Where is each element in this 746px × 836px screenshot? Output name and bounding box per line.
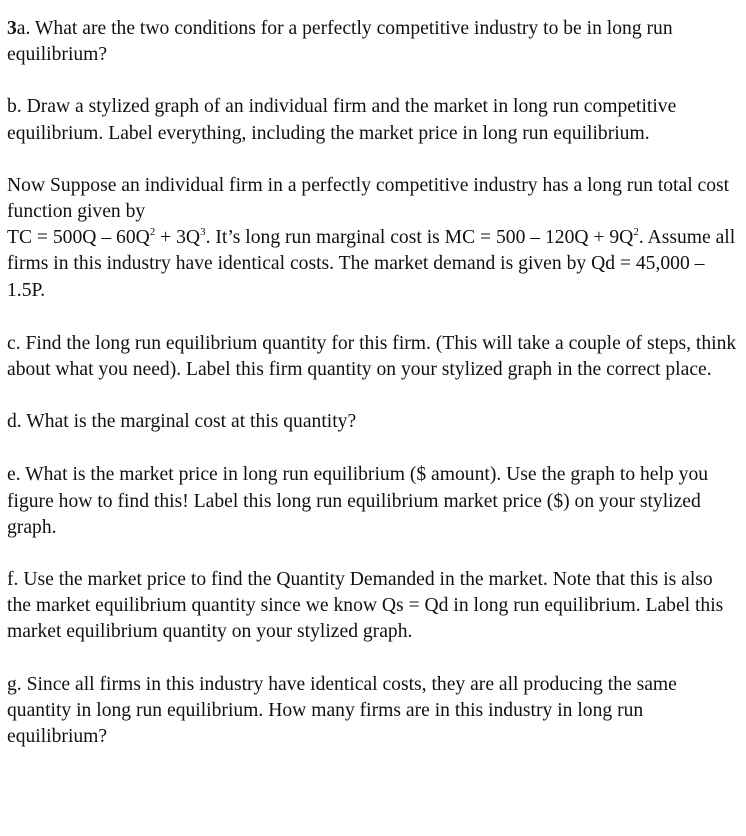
tc-part-d: . Assume all firms in this industry have identical costs. The market demand is given by Qd = 45,000 – 1.5P.: [7, 227, 736, 301]
spacer: [7, 383, 738, 409]
question-3d: d. What is the marginal cost at this quantity?: [7, 411, 357, 433]
spacer: [7, 304, 738, 331]
spacer: [7, 147, 738, 173]
tc-part-c: . It’s long run marginal cost is MC = 500 – 120Q + 9Q: [205, 227, 634, 249]
question-3a-text: a. What are the two conditions for a perfectly competitive industry to be in long run equilibrium?: [7, 18, 673, 66]
spacer: [7, 646, 738, 672]
exponent: 2: [149, 225, 156, 238]
exponent: 2: [633, 225, 639, 238]
problem-setup: [7, 173, 738, 304]
spacer: [7, 435, 738, 462]
setup-intro: Now Suppose an individual firm in a perfectly competitive industry has a long run total cost function given by: [7, 174, 730, 223]
question-3c: c. Find the long run equilibrium quantity for this firm. (This will take a couple of steps, think about what you need). Label this firm quantity on your stylized graph in the correct place.: [7, 332, 737, 381]
question-3f: f. Use the market price to find the Quantity Demanded in the market. Note that this is also the market equilibrium quantity since we know Qs = Qd in long run equilibrium. Label this market equilibrium quantity on your stylized graph.: [7, 569, 724, 643]
question-3b: b. Draw a stylized graph of an individual firm and the market in long run competitive equilibrium. Label everything, including the market price in long run equilibrium.: [7, 96, 677, 144]
tc-part-b: + 3Q: [155, 227, 201, 249]
exponent: 3: [200, 225, 206, 238]
spacer: [7, 68, 738, 94]
tc-part-a: TC = 500Q – 60Q: [7, 227, 150, 249]
question-3g: g. Since all firms in this industry have identical costs, they are all producing the same quantity in long run equilibrium. How many firms are in this industry in long run equilibrium?: [7, 673, 677, 748]
question-number: 3: [7, 18, 17, 39]
spacer: [7, 541, 738, 567]
question-3e: e. What is the market price in long run equilibrium ($ amount). Use the graph to help you figure how to find this! Label this long run equilibrium market price ($) on your stylized graph.: [7, 464, 709, 538]
question-3a: [7, 16, 738, 68]
